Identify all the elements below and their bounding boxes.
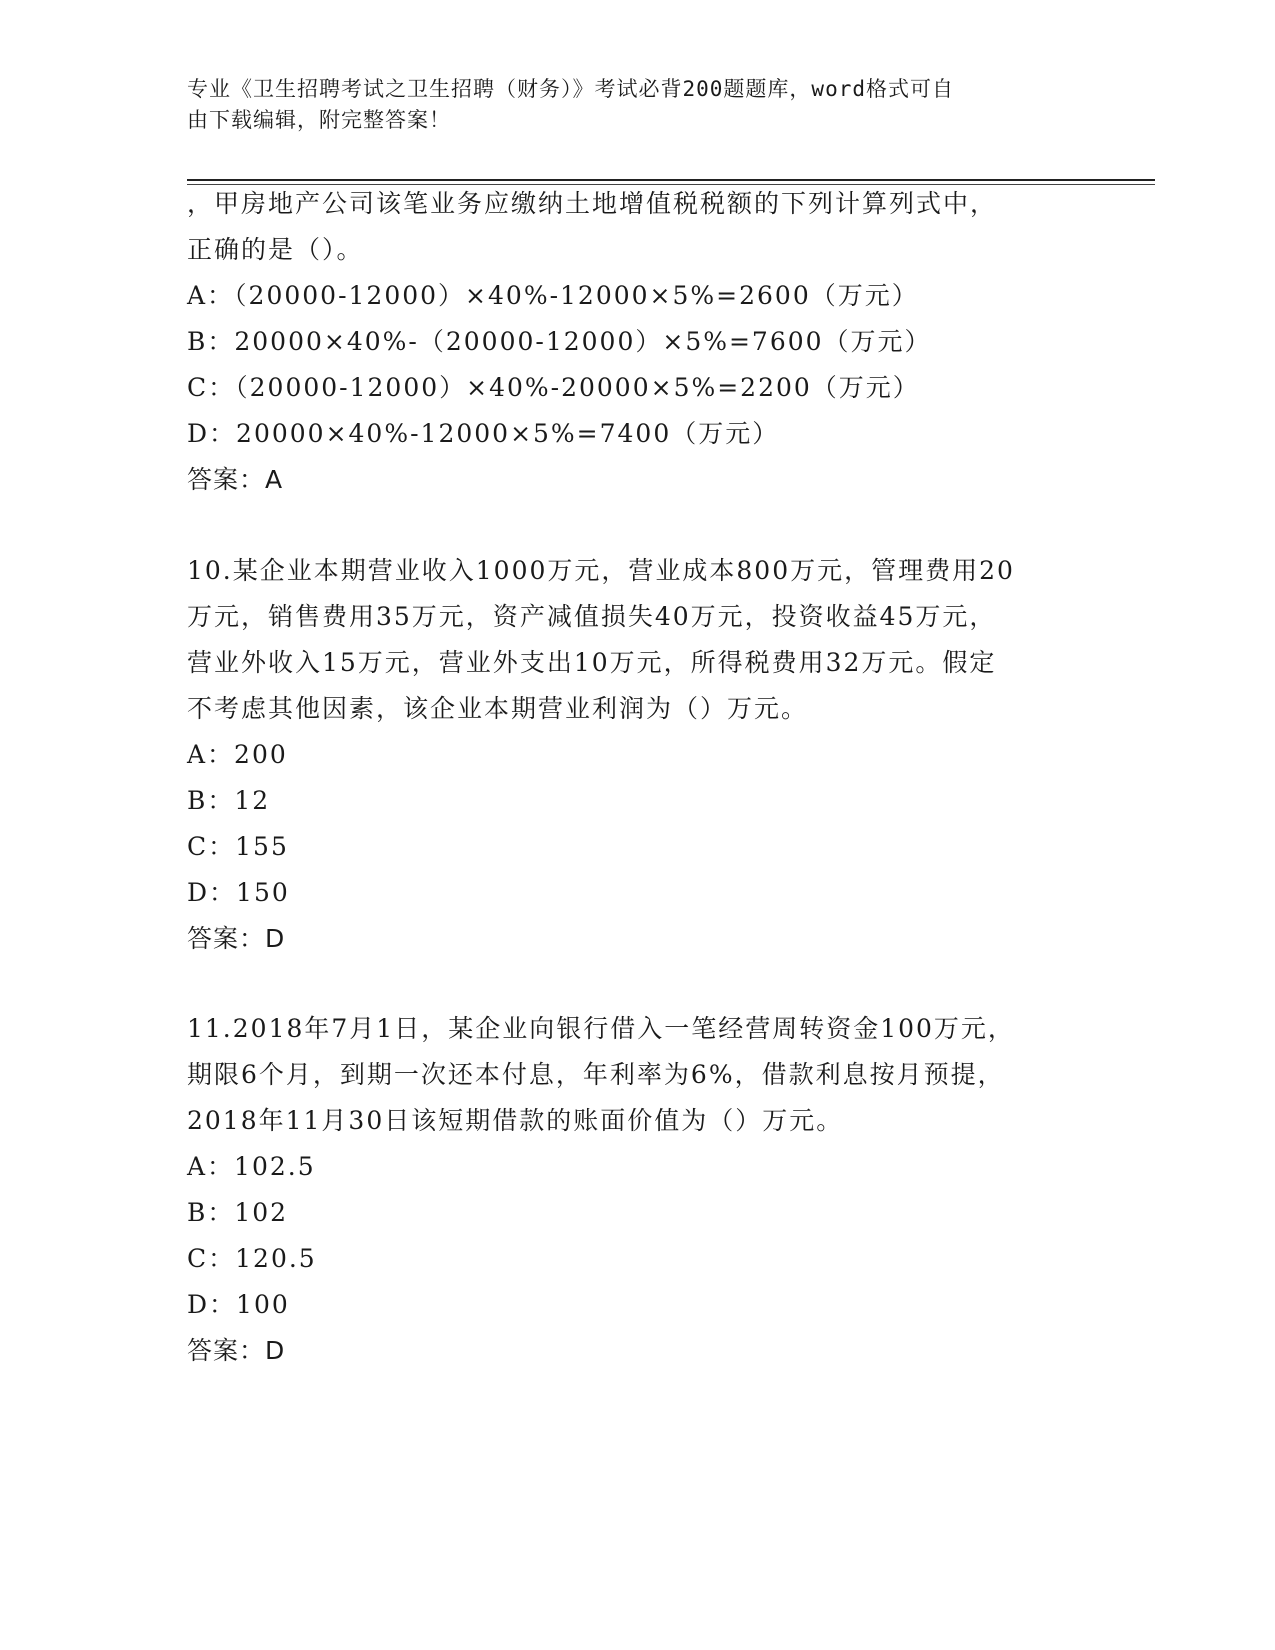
- question-stem-line: 正确的是（）。: [187, 235, 364, 264]
- question-10: [187, 548, 1087, 962]
- option-c: C：（20000-12000）×40%-20000×5%=2200（万元）: [187, 373, 920, 402]
- option-d: D：100: [187, 1290, 290, 1319]
- option-a: A：102.5: [187, 1152, 316, 1181]
- option-a: A：200: [187, 740, 288, 769]
- header-line-1: 专业《卫生招聘考试之卫生招聘（财务）》考试必背200题题库，word格式可自: [187, 77, 954, 101]
- question-11: [187, 1006, 1087, 1374]
- answer-line: 答案：A: [187, 465, 284, 494]
- option-d: D：150: [187, 878, 290, 907]
- option-c: C：155: [187, 832, 289, 861]
- question-stem-line: 11.2018年7月1日，某企业向银行借入一笔经营周转资金100万元，: [187, 1014, 1015, 1043]
- question-stem-line: 期限6个月，到期一次还本付息，年利率为6%，借款利息按月预提，: [187, 1060, 1005, 1089]
- option-b: B：20000×40%-（20000-12000）×5%=7600（万元）: [187, 327, 932, 356]
- option-b: B：102: [187, 1198, 289, 1227]
- document-header: [187, 74, 1067, 136]
- header-line-2: 由下载编辑，附完整答案！: [187, 108, 451, 132]
- option-c: C：120.5: [187, 1244, 317, 1273]
- option-b: B：12: [187, 786, 271, 815]
- question-stem-line: 2018年11月30日该短期借款的账面价值为（）万元。: [187, 1106, 844, 1135]
- question-stem-line: 万元，销售费用35万元，资产减值损失40万元，投资收益45万元，: [187, 602, 997, 631]
- answer-line: 答案：D: [187, 1336, 286, 1365]
- question-stem-line: 10.某企业本期营业收入1000万元，营业成本800万元，管理费用20: [187, 556, 1015, 585]
- question-stem-line: 营业外收入15万元，营业外支出10万元，所得税费用32万元。假定: [187, 648, 997, 677]
- answer-line: 答案：D: [187, 924, 286, 953]
- question-9: [187, 181, 1087, 503]
- question-stem-line: ，甲房地产公司该笔业务应缴纳土地增值税税额的下列计算列式中，: [187, 189, 998, 218]
- question-stem-line: 不考虑其他因素，该企业本期营业利润为（）万元。: [187, 694, 809, 723]
- option-a: A：（20000-12000）×40%-12000×5%=2600（万元）: [187, 281, 919, 310]
- option-d: D：20000×40%-12000×5%=7400（万元）: [187, 419, 780, 448]
